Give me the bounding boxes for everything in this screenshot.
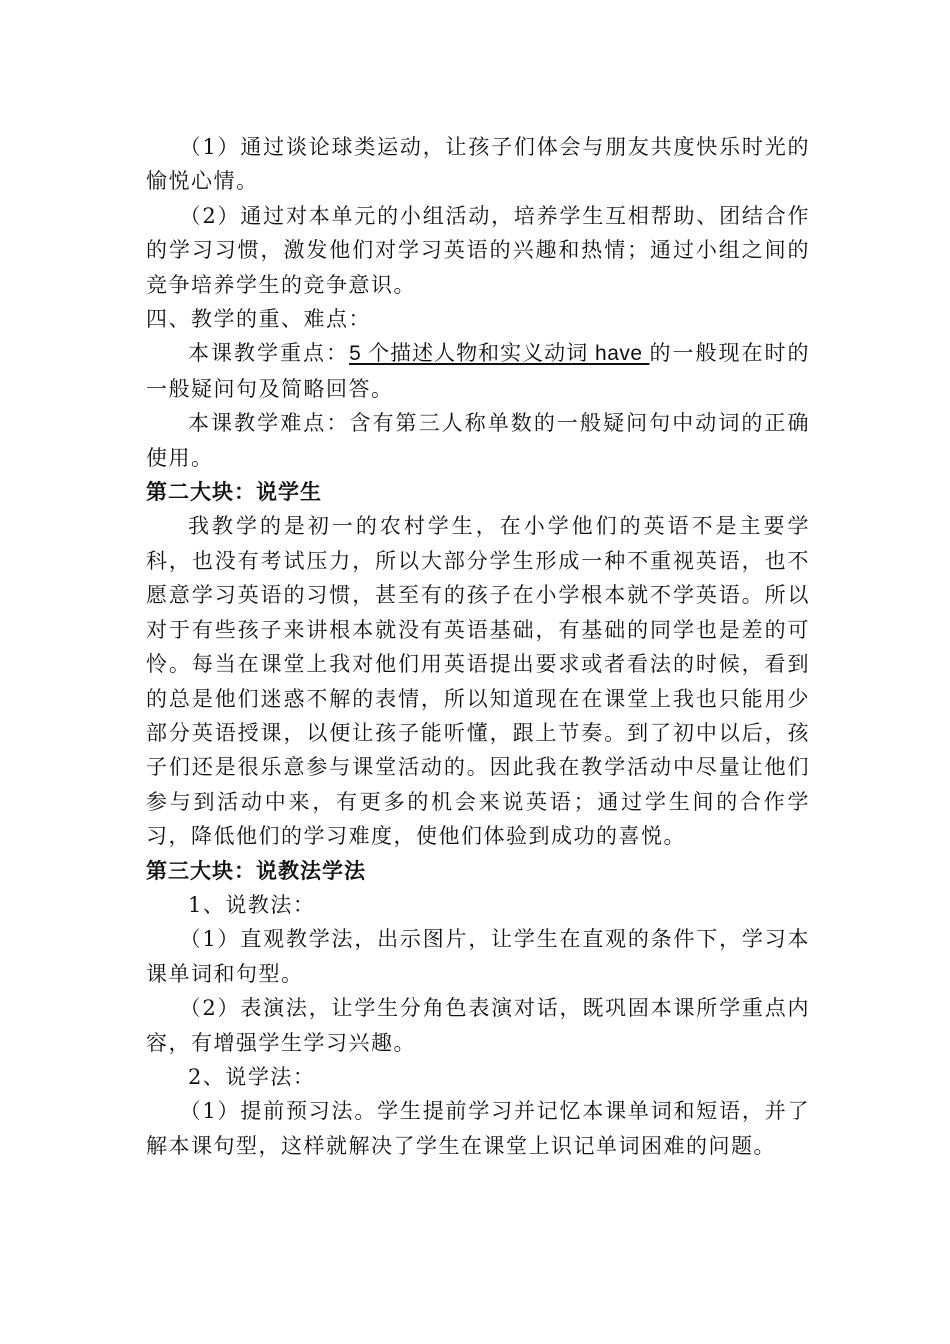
block-three-heading: 第三大块：说教法学法 xyxy=(146,858,366,883)
paragraph-method-1: （1）直观教学法，出示图片，让学生在直观的条件下，学习本课单词和句型。 xyxy=(146,927,810,986)
paragraph-study-1: （1）提前预习法。学生提前学习并记忆本课单词和短语，并了解本课句型，这样就解决了学生在课堂上识记单词困难的问题。 xyxy=(146,1099,810,1158)
key-point-prefix: 本课教学重点： xyxy=(188,341,350,366)
section-four-title: 四、教学的重、难点： xyxy=(146,307,371,332)
study-method-title: 2、说学法： xyxy=(188,1064,316,1089)
paragraph-students: 我教学的是初一的农村学生，在小学他们的英语不是主要学科，也没有考试压力，所以大部分学生形成一种不重视英语，也不愿意学习英语的习惯，甚至有的孩子在小学根本就不学英语。所以对于有些孩子来讲根本就没有英语基础，有基础的同学也是差的可怜。每当在课堂上我对他们用英语提出要求或者看法的时候，看到的总是他们迷惑不解的表情，所以知道现在在课堂上我也只能用少部分英语授课，以便让孩子能听懂，跟上节奏。到了初中以后，孩子们还是很乐意参与课堂活动的。因此我在教学活动中尽量让他们参与到活动中来，有更多的机会来说英语；通过学生间的合作学习，降低他们的学习难度，使他们体验到成功的喜悦。 xyxy=(146,514,810,849)
paragraph-goal-2: （2）通过对本单元的小组活动，培养学生互相帮助、团结合作的学习习惯，激发他们对学习英语的兴趣和热情；通过小组之间的竞争培养学生的竞争意识。 xyxy=(146,203,810,297)
document-page xyxy=(146,130,810,1163)
paragraph-goal-1: （1）通过谈论球类运动，让孩子们体会与朋友共度快乐时光的愉悦心情。 xyxy=(146,135,810,194)
block-two-heading: 第二大块：说学生 xyxy=(146,480,322,505)
key-point-suffix: 的一般现在时的一般疑问句及简略回答。 xyxy=(146,341,810,401)
teaching-method-title: 1、说教法： xyxy=(188,892,316,917)
paragraph-method-2: （2）表演法，让学生分角色表演对话，既巩固本课所学重点内容，有增强学生学习兴趣。 xyxy=(146,996,810,1055)
paragraph-key-point xyxy=(146,336,810,406)
key-point-underlined: 5 个描述人物和实义动词 have xyxy=(349,342,650,366)
paragraph-difficulty: 本课教学难点：含有第三人称单数的一般疑问句中动词的正确使用。 xyxy=(146,411,810,470)
